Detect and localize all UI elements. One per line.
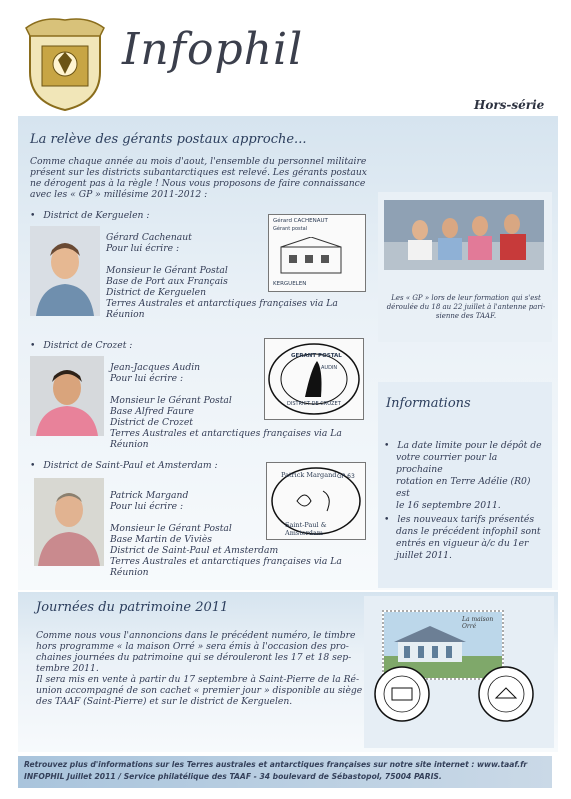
informations-heading: Informations — [386, 396, 471, 411]
portrait-kerguelen — [30, 226, 100, 316]
footer-banner — [18, 756, 552, 788]
team-photo-caption: Les « GP » lors de leur formation qui s'est déroulée du 18 au 22 juillet à l'antenne pari- sienne des TAAF. — [386, 294, 546, 320]
issue-label: Hors-série — [474, 98, 545, 112]
patrimoine-paragraph: Comme nous vous l'annoncions dans le précédent numéro, le timbre hors programme « la maison Orré » sera émis à l'occasion des pro- chaines journées du patrimoine qui se dérouleront les 17 et 18 sep- tembre 2011. Il sera mis en vente à partir du 17 septembre à Saint-Pierre de la Ré- union accompagné de son cachet « premier jour » disponible au siège des TAAF (Saint-Pierre) et sur le district de Kerguelen. — [36, 630, 363, 707]
district-title-crozet: • District de Crozet : — [30, 340, 132, 351]
address-crozet: Jean-Jacques Audin Pour lui écrire : Monsieur le Gérant Postal Base Alfred Faure District de Crozet Terres Australes et antarctiques françaises via La Réunion — [110, 362, 342, 450]
intro-paragraph: Comme chaque année au mois d'aout, l'ensemble du personnel militaire présent sur les districts subantarctiques est relevé. Les gérants postaux ne dérogent pas à la règle ! Nous vous proposons de faire connaissance avec les « GP » millésime 2011-2012 : — [30, 156, 367, 200]
district-title-saint-paul: • District de Saint-Paul et Amsterdam : — [30, 460, 218, 471]
first-day-cancel-right — [476, 664, 536, 724]
section-heading-gerants: La relève des gérants postaux approche... — [30, 132, 307, 147]
section-heading-patrimoine: Journées du patrimoine 2011 — [36, 600, 229, 615]
address-kerguelen: Gérard Cachenaut Pour lui écrire : Monsieur le Gérant Postal Base de Port aux Français District de Kerguelen Terres Australes et antarctiques françaises via La Réunion — [106, 232, 338, 320]
portrait-crozet — [30, 356, 104, 436]
info-item-deadline: • La date limite pour le dépôt de votre courrier pour la prochaine rotation en Terre Adélie (R0) est le 16 septembre 2011. — [384, 440, 544, 512]
postmark-saint-paul: Patrick Margand GP 63 Saint-Paul & Amsterdam — [266, 462, 366, 540]
taaf-coat-of-arms-logo — [22, 14, 108, 112]
postmark-kerguelen: Gérard CACHENAUT Gérant postal KERGUELEN — [268, 214, 366, 292]
newsletter-title: Infophil — [122, 24, 304, 75]
footer-website-line: Retrouvez plus d'informations sur les Terres australes et antarctiques françaises sur notre site internet : www.taaf.fr — [24, 760, 528, 769]
info-item-tarifs: • les nouveaux tarifs présentés dans le précédent infophil sont entrés en vigueur à/c du 1er juillet 2011. — [384, 514, 544, 562]
district-title-kerguelen: • District de Kerguelen : — [30, 210, 149, 221]
portrait-saint-paul — [34, 478, 104, 566]
first-day-cancel-left — [372, 664, 432, 724]
maison-orre-stamp: La maison Orré — [382, 610, 504, 680]
team-photo — [384, 200, 544, 270]
address-saint-paul: Patrick Margand Pour lui écrire : Monsieur le Gérant Postal Base Martin de Viviès District de Saint-Paul et Amsterdam Terres Australes et antarctiques françaises via La Réunion — [110, 490, 342, 578]
footer-address-line: INFOPHIL Juillet 2011 / Service philatélique des TAAF - 34 boulevard de Sébastopol, 75004 PARIS. — [24, 772, 442, 781]
postmark-crozet: GERANT POSTAL AUDIN DISTRICT DE CROZET — [264, 338, 364, 420]
